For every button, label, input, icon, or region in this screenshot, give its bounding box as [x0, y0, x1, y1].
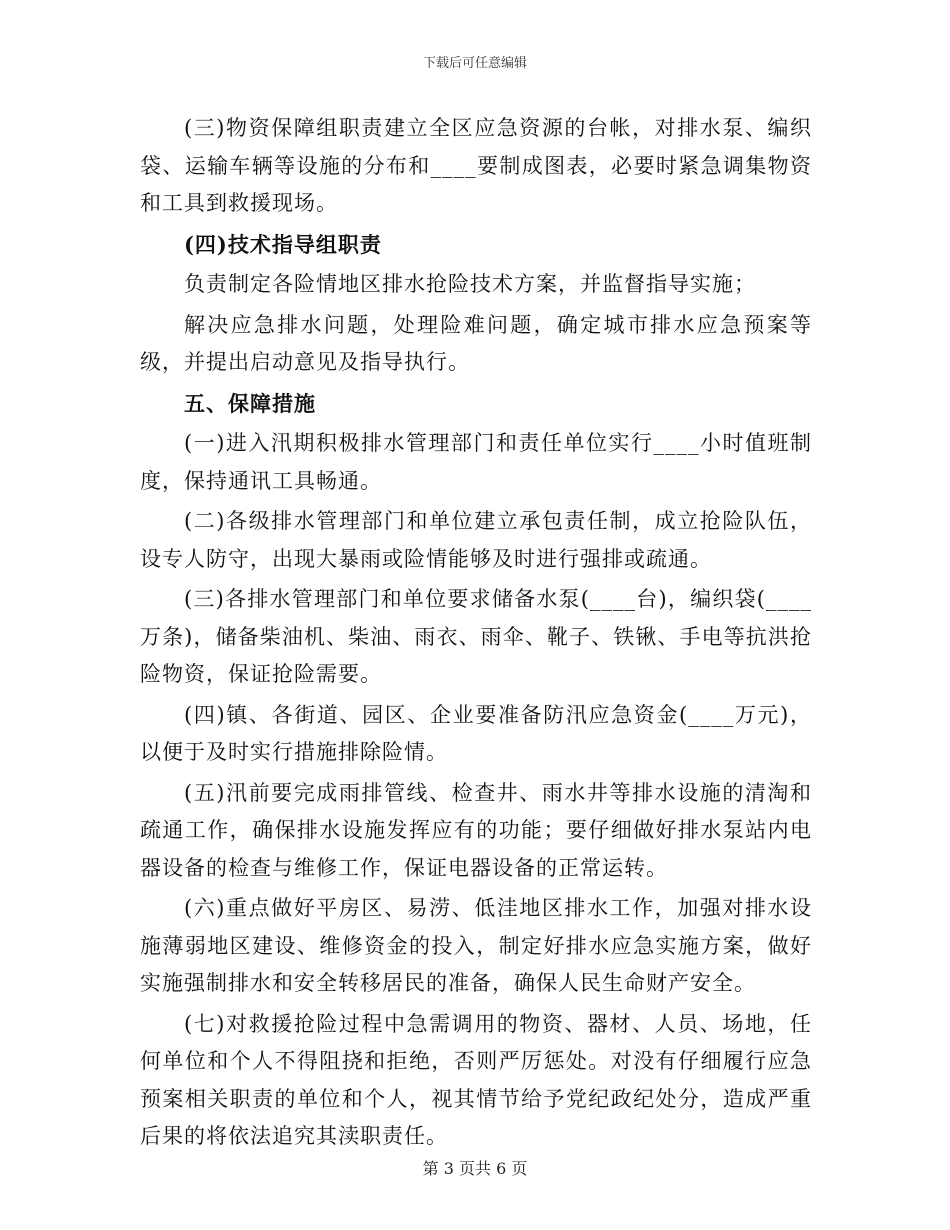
section-heading-safeguards: 五、保障措施	[184, 390, 316, 416]
page-header: 下载后可任意编辑	[422, 56, 527, 71]
page-number: 第 3 页共 6 页	[422, 1159, 528, 1178]
paragraph-tech-plan: 负责制定各险情地区排水抢险技术方案，并监督指导实施；	[184, 272, 756, 296]
paragraph-safeguard-6: (六)重点做好平房区、易涝、低洼地区排水工作，加强对排水设施薄弱地区建设、维修资金的投入，制定好排水应急实施方案，做好实施强制排水和安全转移居民的准备，确保人民生命财产安全。	[140, 896, 812, 995]
paragraph-safeguard-1: (一)进入汛期积极排水管理部门和责任单位实行____小时值班制度，保持通讯工具畅通。	[140, 431, 812, 493]
paragraph-safeguard-5: (五)汛前要完成雨排管线、检查井、雨水井等排水设施的清淘和疏通工作，确保排水设施发挥应有的功能；要仔细做好排水泵站内电器设备的检查与维修工作，保证电器设备的正常运转。	[140, 780, 812, 880]
document-body	[140, 110, 812, 1159]
paragraph-safeguard-3: (三)各排水管理部门和单位要求储备水泵(____台)，编织袋(____万条)，储备柴油机、柴油、雨衣、雨伞、靴子、铁锹、手电等抗洪抢险物资，保证抢险需要。	[140, 587, 812, 686]
paragraph-material-support: (三)物资保障组职责建立全区应急资源的台帐，对排水泵、编织袋、运输车辆等设施的分布和____要制成图表，必要时紧急调集物资和工具到救援现场。	[140, 116, 812, 215]
paragraph-emergency-drainage: 解决应急排水问题，处理险难问题，确定城市排水应急预案等级，并提出启动意见及指导执行。	[140, 312, 812, 374]
section-heading-tech-guidance: (四)技术指导组职责	[184, 231, 382, 257]
paragraph-safeguard-4: (四)镇、各街道、园区、企业要准备防汛应急资金(____万元)，以便于及时实行措施排除险情。	[140, 702, 812, 764]
paragraph-safeguard-7: (七)对救援抢险过程中急需调用的物资、器材、人员、场地，任何单位和个人不得阻挠和拒绝，否则严厉惩处。对没有仔细履行应急预案相关职责的单位和个人，视其情节给予党纪政纪处分，造成严重后果的将依法追究其渎职责任。	[140, 1011, 812, 1148]
paragraph-safeguard-2: (二)各级排水管理部门和单位建立承包责任制，成立抢险队伍，设专人防守，出现大暴雨或险情能够及时进行强排或疏通。	[140, 509, 812, 571]
